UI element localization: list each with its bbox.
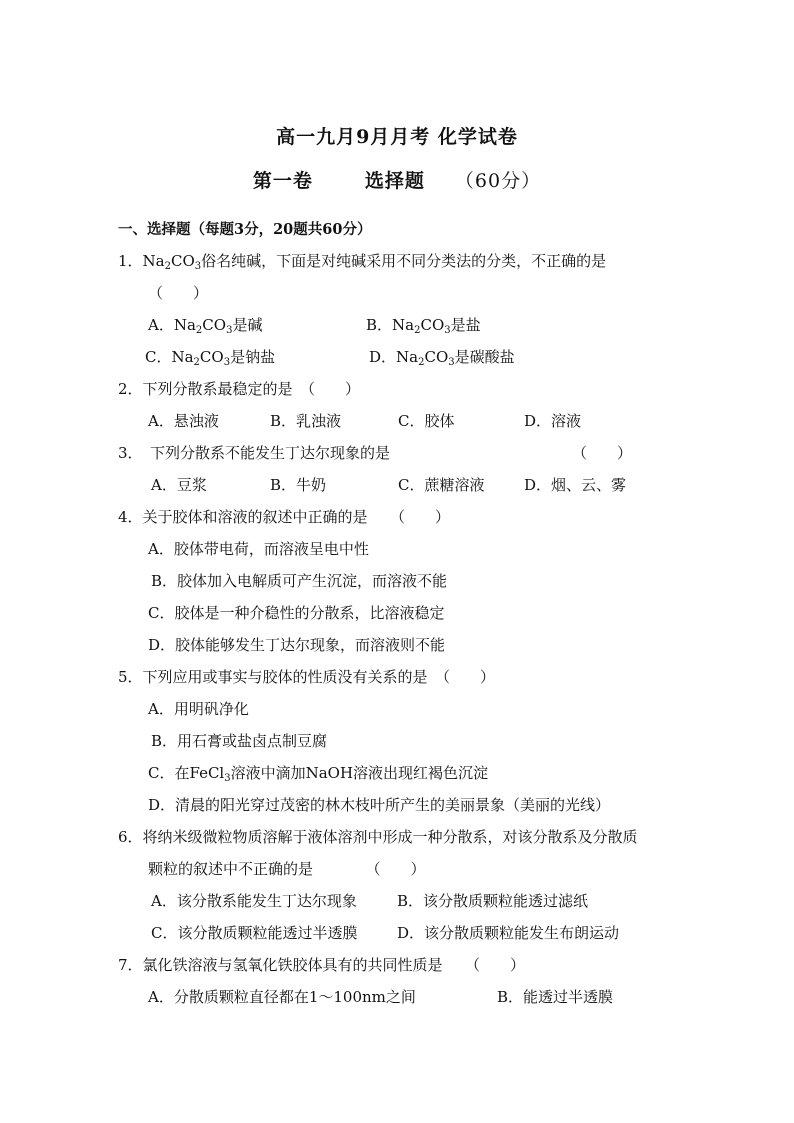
question-7-option-b: B．能透过半透膜 xyxy=(497,988,614,1006)
question-2-option-b: B．乳浊液 xyxy=(270,412,342,430)
question-3-option-d: D．烟、云、雾 xyxy=(524,476,627,494)
question-1-option-c: C．$Na_2CO_3$是钠盐 xyxy=(145,348,276,368)
exam-title: 高一九月9月月考 化学试卷 xyxy=(276,126,518,148)
question-2-stem: 2．下列分散系最稳定的是 （ ） xyxy=(118,380,361,398)
question-5-option-b: B．用石膏或盐卤点制豆腐 xyxy=(151,732,328,750)
question-3-stem: 3． 下列分散系不能发生丁达尔现象的是 xyxy=(118,444,391,462)
question-6-option-b: B．该分散质颗粒能透过滤纸 xyxy=(397,892,589,910)
part-heading xyxy=(0,166,794,193)
question-7-option-a: A．分散质颗粒直径都在1～100nm之间 xyxy=(148,988,416,1006)
question-5-option-c: C．在FeCl$_3$溶液中滴加NaOH溶液出现红褐色沉淀 xyxy=(148,764,489,784)
question-5-option-a: A．用明矾净化 xyxy=(148,700,249,718)
question-1-stem: 1．$Na_2CO_3$俗名纯碱，下面是对纯碱采用不同分类法的分类，不正确的是 xyxy=(118,252,607,272)
question-5-stem: 5．下列应用或事实与胶体的性质没有关系的是 （ ） xyxy=(118,668,496,686)
question-6-stem: 6．将纳米级微粒物质溶解于液体溶剂中形成一种分散系，对该分散系及分散质 xyxy=(118,828,638,846)
question-1-option-a: A．$Na_2CO_3$是碱 xyxy=(148,316,263,336)
part-score: （60分） xyxy=(454,170,542,192)
question-4-option-a: A．胶体带电荷，而溶液呈电中性 xyxy=(148,540,369,558)
question-2-option-c: C．胶体 xyxy=(398,412,455,430)
question-6-option-c: C．该分散质颗粒能透过半透膜 xyxy=(151,924,358,942)
question-2-option-d: D．溶液 xyxy=(524,412,582,430)
question-5-option-d: D．清晨的阳光穿过茂密的林木枝叶所产生的美丽景象（美丽的光线） xyxy=(148,796,611,814)
question-4-stem: 4．关于胶体和溶液的叙述中正确的是 （ ） xyxy=(118,508,451,526)
question-1-bracket: （ ） xyxy=(148,284,209,302)
question-4-option-c: C．胶体是一种介稳性的分散系，比溶液稳定 xyxy=(148,604,445,622)
question-4-option-b: B．胶体加入电解质可产生沉淀，而溶液不能 xyxy=(151,572,448,590)
question-6-stem-continued: 颗粒的叙述中不正确的是 （ ） xyxy=(148,860,426,878)
question-1-option-b: B．$Na_2CO_3$是盐 xyxy=(366,316,481,336)
question-3-bracket: （ ） xyxy=(572,444,633,462)
question-7-stem: 7．氯化铁溶液与氢氧化铁胶体具有的共同性质是 （ ） xyxy=(118,956,526,974)
question-3-option-c: C．蔗糖溶液 xyxy=(398,476,485,494)
question-3-option-a: A．豆浆 xyxy=(151,476,207,494)
question-2-option-a: A．悬浊液 xyxy=(148,412,219,430)
question-1-option-d: D．$Na_2CO_3$是碳酸盐 xyxy=(369,348,515,368)
question-6-option-d: D．该分散质颗粒能发生布朗运动 xyxy=(397,924,620,942)
question-6-option-a: A．该分散系能发生丁达尔现象 xyxy=(151,892,357,910)
section-heading: 一、选择题（每题3分，20题共60分） xyxy=(118,221,372,238)
part-label: 第一卷 xyxy=(252,170,313,192)
part-type: 选择题 xyxy=(364,170,425,192)
question-3-option-b: B．牛奶 xyxy=(270,476,327,494)
question-4-option-d: D．胶体能够发生丁达尔现象，而溶液则不能 xyxy=(148,636,446,654)
